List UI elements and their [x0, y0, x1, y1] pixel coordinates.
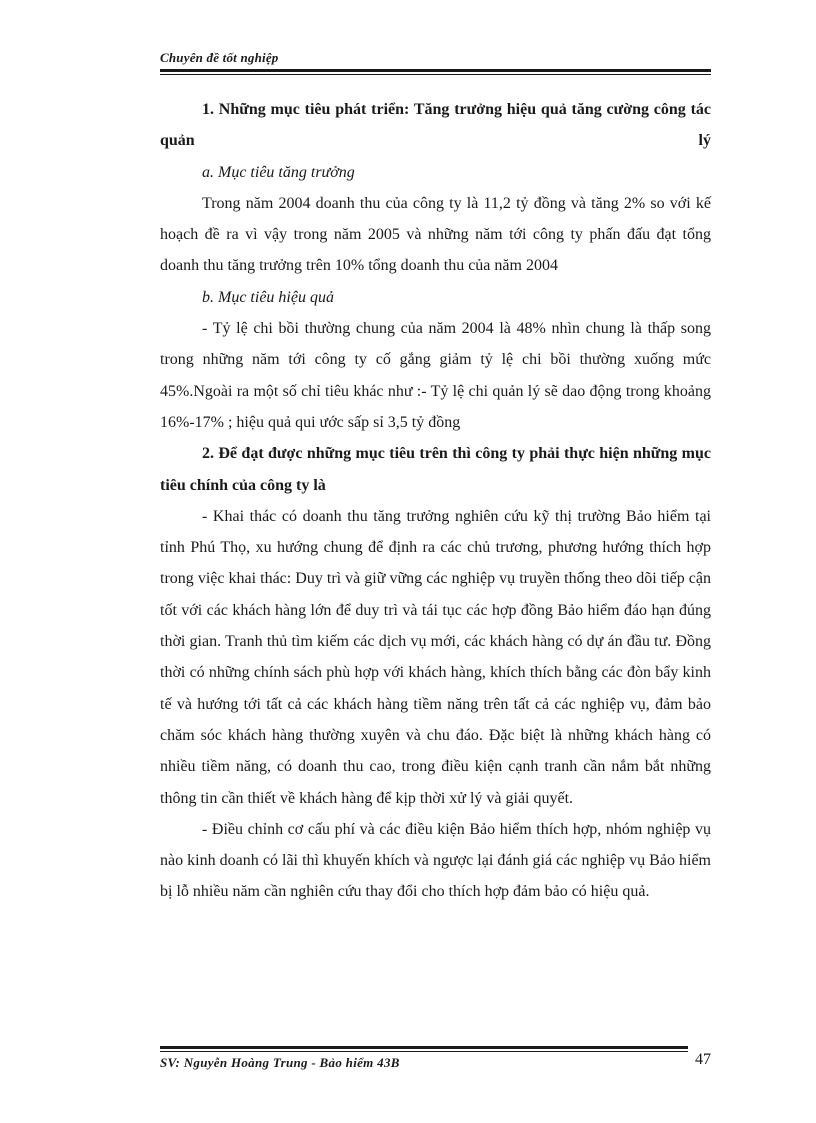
- paragraph-efficiency: - Tỷ lệ chi bồi thường chung của năm 2004 là 48% nhìn chung là thấp song trong những năm tới công ty cố gắng giảm tỷ lệ chi bồi thường xuống mức 45%.Ngoài ra một số chỉ tiêu khác như :- Tỷ lệ chi quản lý sẽ dao động trong khoảng 16%-17% ; hiệu quả qui ước sấp sỉ 3,5 tỷ đồng: [160, 320, 711, 431]
- subheading-growth-goal: a. Mục tiêu tăng trưởng: [202, 163, 355, 181]
- document-body: [160, 94, 711, 908]
- subheading-efficiency-goal: b. Mục tiêu hiệu quả: [202, 288, 334, 306]
- header-rule: [160, 69, 711, 72]
- header-rule-thin: [160, 74, 711, 75]
- paragraph-exploitation: - Khai thác có doanh thu tăng trưởng nghiên cứu kỹ thị trường Bảo hiểm tại tỉnh Phú Thọ, xu hướng chung để định ra các chủ trương, phương hướng thích hợp trong việc khai thác: Duy trì và giữ vững các nghiệp vụ truyền thống theo dõi tiếp cận tốt với các khách hàng lớn để duy trì và tái tục các hợp đồng Bảo hiểm đáo hạn đúng thời gian. Tranh thủ tìm kiếm các dịch vụ mới, các khách hàng có dự án đầu tư. Đồng thời có những chính sách phù hợp với khách hàng, khích thích bằng các đòn bẩy kinh tế và hướng tới tất cả các khách hàng tiềm năng trên tất cả các nghiệp vụ, đảm bảo chăm sóc khách hàng thường xuyên và chu đáo. Đặc biệt là những khách hàng có nhiều tiềm năng, có doanh thu cao, trong điều kiện cạnh tranh cần nắm bắt những thông tin cần thiết về khách hàng để kịp thời xử lý và giải quyết.: [160, 507, 711, 807]
- header-title: Chuyên đề tốt nghiệp: [160, 50, 279, 65]
- footer-author: SV: Nguyễn Hoàng Trung - Bảo hiểm 43B: [160, 1055, 400, 1070]
- page-header: [160, 50, 711, 66]
- paragraph-growth: Trong năm 2004 doanh thu của công ty là 11,2 tỷ đồng và tăng 2% so với kế hoạch đề ra vì vậy trong năm 2005 và những năm tới công ty phấn đấu đạt tổng doanh thu tăng trưởng trên 10% tổng doanh thu của năm 2004: [160, 194, 711, 275]
- page-number: 47: [695, 1051, 711, 1068]
- paragraph-fee-adjustment: - Điều chỉnh cơ cấu phí và các điều kiện Bảo hiểm thích hợp, nhóm nghiệp vụ nào kinh doanh có lãi thì khuyến khích và ngược lại đánh giá các nghiệp vụ Bảo hiểm bị lỗ nhiều năm cần nghiên cứu thay đổi cho thích hợp đảm bảo có hiệu quả.: [160, 820, 711, 901]
- section-heading-1: 1. Những mục tiêu phát triển: Tăng trưởng hiệu quả tăng cường công tác quản lý: [160, 101, 711, 150]
- section-heading-2: 2. Để đạt được những mục tiêu trên thì công ty phải thực hiện những mục tiêu chính của công ty là: [160, 445, 711, 494]
- footer-rule-thin: [160, 1051, 688, 1052]
- footer-rule: [160, 1046, 688, 1049]
